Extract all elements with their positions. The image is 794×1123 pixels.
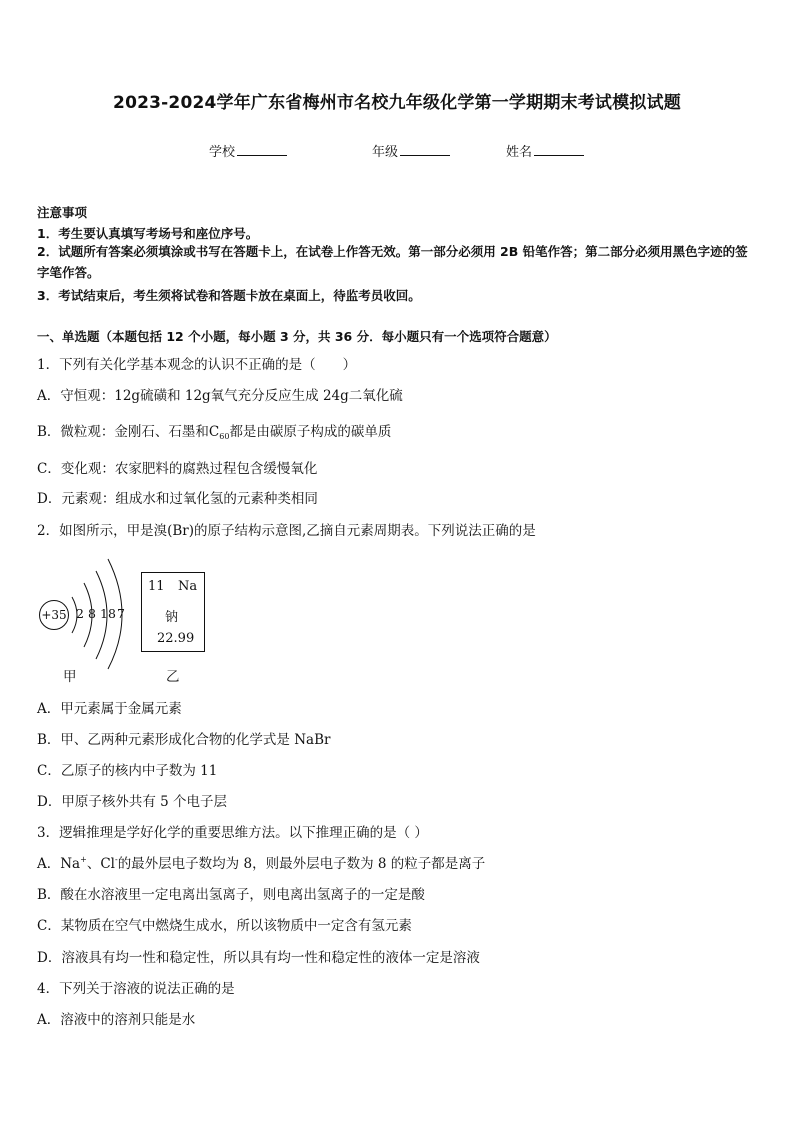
name-field: [506, 141, 584, 160]
grade-field: [372, 141, 450, 160]
element-symbol: Na: [178, 579, 198, 594]
grade-label: 年级: [372, 145, 399, 160]
option-d: D．溶液具有均一性和稳定性，所以具有均一性和稳定性的液体一定是溶液: [37, 950, 480, 966]
periodic-element-cell: [141, 572, 205, 652]
nucleus-circle: +35: [39, 600, 69, 630]
superscript: -: [114, 855, 118, 864]
option-c: C．变化观：农家肥料的腐熟过程包含缓慢氧化: [37, 461, 318, 477]
option-d: D．元素观：组成水和过氧化氢的元素种类相同: [37, 491, 318, 507]
option-b: B．甲、乙两种元素形成化合物的化学式是 NaBr: [37, 732, 331, 748]
option-a: A．甲元素属于金属元素: [37, 701, 182, 717]
option-a: [37, 852, 485, 872]
name-blank[interactable]: [534, 143, 584, 156]
option-b-text-end: 都是由碳原子构成的碳单质: [229, 424, 392, 440]
option-a: A．溶液中的溶剂只能是水: [37, 1012, 196, 1028]
option-a-text: 的最外层电子数均为 8，则最外层电子数为 8 的粒子都是离子: [117, 856, 486, 872]
figure-caption-right: 乙: [166, 669, 180, 685]
option-d: D．甲原子核外共有 5 个电子层: [37, 794, 227, 810]
school-field: [209, 141, 287, 160]
option-c: C．某物质在空气中燃烧生成水，所以该物质中一定含有氢元素: [37, 918, 412, 934]
option-b: [37, 420, 391, 441]
note-item: 3．考试结束后，考生须将试卷和答题卡放在桌面上，待监考员收回。: [37, 288, 421, 303]
atomic-number: 11: [148, 579, 165, 594]
option-b-text: B．微粒观：金刚石、石墨和C: [37, 424, 220, 440]
shell-electrons: 18: [100, 606, 116, 621]
name-label: 姓名: [506, 145, 533, 160]
question-stem: 1．下列有关化学基本观念的认识不正确的是（ ）: [37, 357, 357, 373]
option-c: C．乙原子的核内中子数为 11: [37, 763, 218, 779]
option-a: A．守恒观：12g硫磺和 12g氧气充分反应生成 24g二氧化硫: [37, 388, 403, 404]
subscript: 60: [219, 432, 230, 441]
grade-blank[interactable]: [400, 143, 450, 156]
shell-electrons: 7: [117, 606, 125, 621]
section-heading: 一、单选题（本题包括 12 个小题，每小题 3 分，共 36 分．每小题只有一个选项符合题意）: [37, 329, 557, 344]
option-a-text: 、Cl: [86, 856, 115, 872]
shell-electrons: 2: [76, 606, 84, 621]
note-item: 1．考生要认真填写考场号和座位序号。: [37, 226, 259, 241]
question-stem: 4．下列关于溶液的说法正确的是: [37, 981, 235, 997]
page-title: 2023-2024学年广东省梅州市名校九年级化学第一学期期末考试模拟试题: [113, 93, 681, 113]
school-blank[interactable]: [237, 143, 287, 156]
shell-electrons: 8: [88, 606, 96, 621]
figure-caption-left: 甲: [63, 669, 77, 685]
atomic-mass: 22.99: [157, 631, 195, 646]
note-item: 2．试题所有答案必须填涂或书写在答题卡上，在试卷上作答无效。第一部分必须用 2B 铅笔作答；第二部分必须用黑色字迹的签字笔作答。: [37, 244, 748, 280]
element-name: 钠: [165, 610, 179, 625]
option-a-text: A．Na: [37, 856, 81, 872]
notes-heading: 注意事项: [37, 205, 88, 220]
superscript: +: [80, 855, 87, 864]
question-stem: 3．逻辑推理是学好化学的重要思维方法。以下推理正确的是（ ）: [37, 825, 428, 841]
question-stem: 2．如图所示，甲是溴(Br)的原子结构示意图,乙摘自元素周期表。下列说法正确的是: [37, 523, 536, 539]
school-label: 学校: [209, 145, 236, 160]
option-b: B．酸在水溶液里一定电离出氢离子，则电离出氢离子的一定是酸: [37, 887, 425, 903]
